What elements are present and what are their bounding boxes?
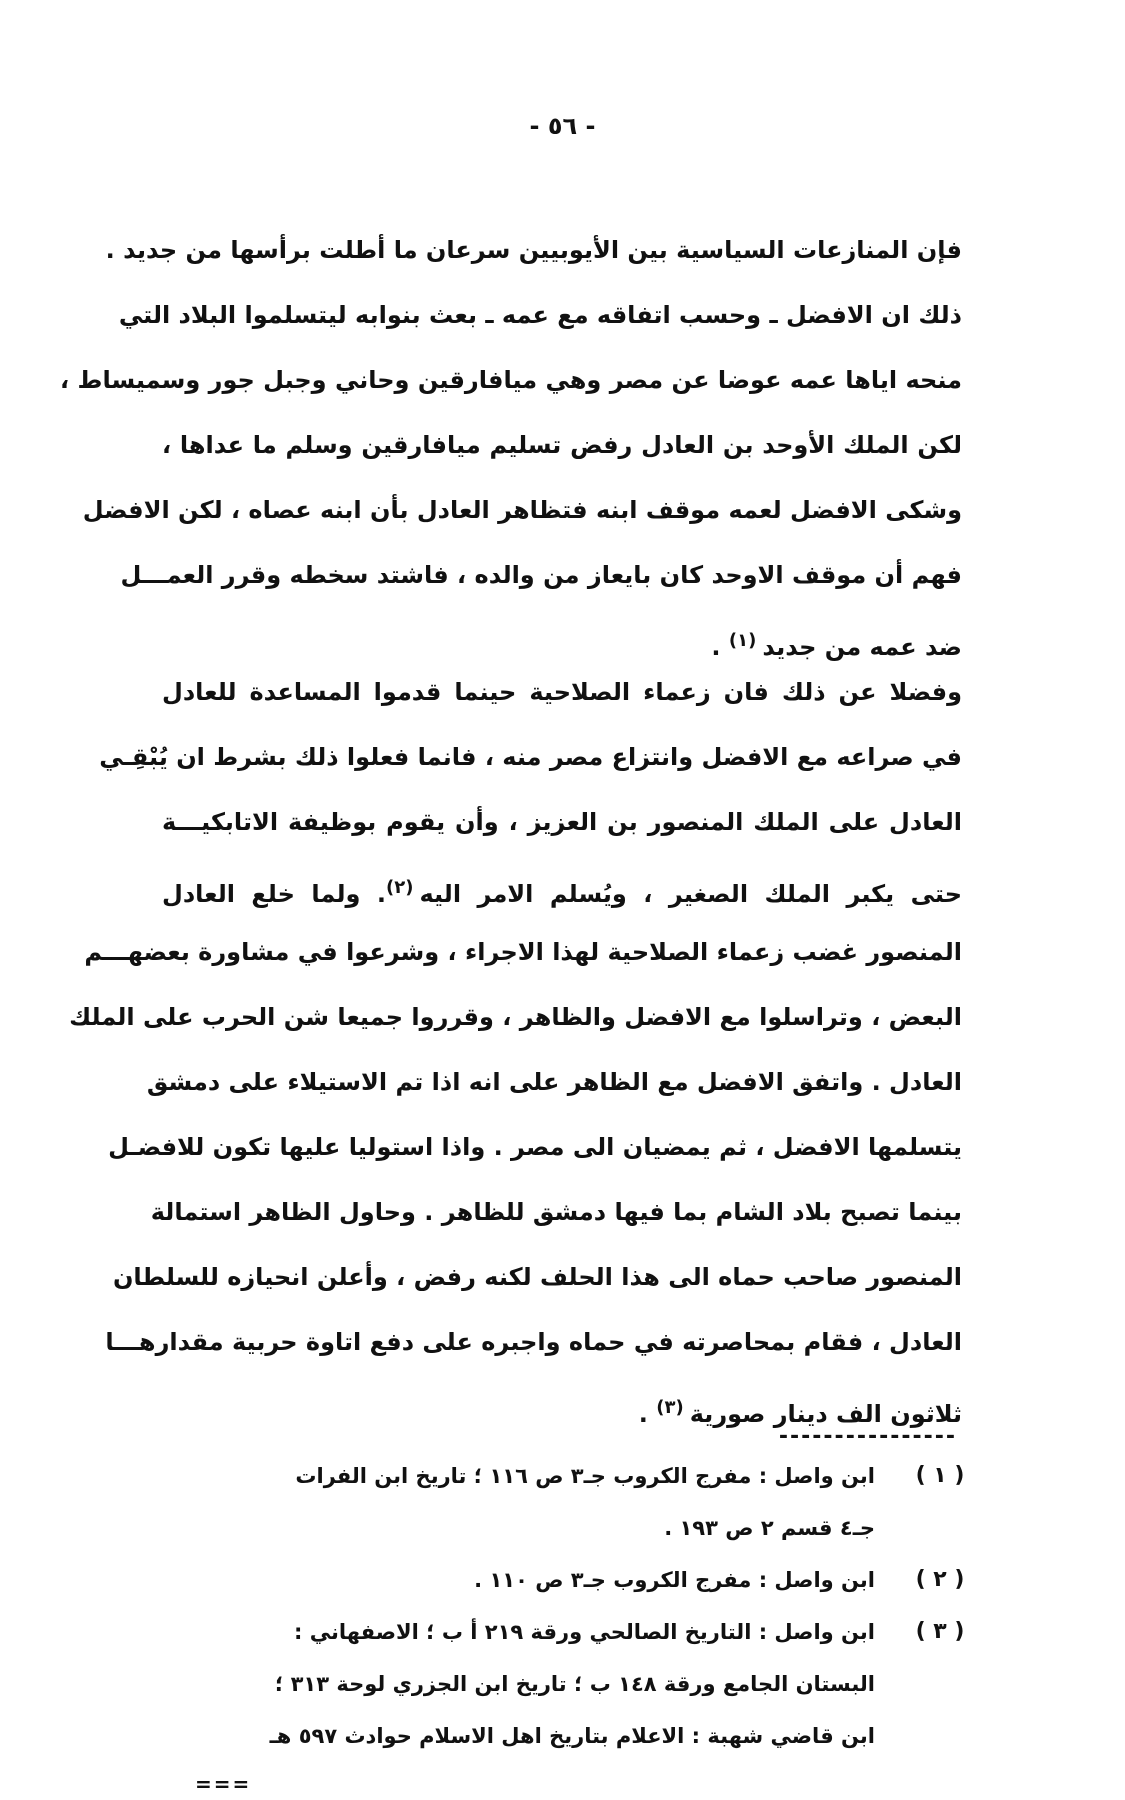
text-line <box>162 855 962 920</box>
footnote-number: ( ١ ) <box>915 1463 965 1488</box>
footnote-ref-2: (٢) <box>385 877 414 898</box>
text-line: المنصور غضب زعماء الصلاحية لهذا الاجراء ، وشرعوا في مشاورة بعضهـــم <box>84 938 962 966</box>
text-line: لكن الملك الأوحد بن العادل رفض تسليم ميافارقين وسلم ما عداها ، <box>162 431 962 459</box>
footnote-3 <box>145 1606 975 1762</box>
footnote-number: ( ٣ ) <box>915 1619 965 1644</box>
footnote-line: ابن قاضي شهبة : الاعلام بتاريخ اهل الاسلام حوادث ٥٩٧ هـ <box>269 1724 875 1748</box>
text-line: منحه اياها عمه عوضا عن مصر وهي ميافارقين وحاني وجبل جور وسميساط ، <box>60 366 962 394</box>
footnotes <box>145 1450 975 1762</box>
footnote-text <box>145 1450 875 1554</box>
text-line: العادل . واتفق الافضل مع الظاهر على انه اذا تم الاستيلاء على دمشق <box>146 1068 962 1096</box>
paragraph-2 <box>69 660 962 1440</box>
text-line: البعض ، وتراسلوا مع الافضل والظاهر ، وقرروا جميعا شن الحرب على الملك <box>69 1003 962 1031</box>
footnote-1 <box>145 1450 975 1554</box>
text-line-last: ثلاثون الف دينار صورية$^{(٣)}$ . <box>638 1397 962 1428</box>
page-number: - ٥٦ - <box>529 112 596 140</box>
paragraph-1 <box>60 218 962 673</box>
footnote-number: ( ٢ ) <box>915 1567 965 1592</box>
text-line: وشكى الافضل لعمه موقف ابنه فتظاهر العادل بأن ابنه عصاه ، لكن الافضل <box>82 496 962 524</box>
text-line: فإن المنازعات السياسية بين الأيوبيين سرعان ما أطلت برأسها من جديد . <box>105 236 962 264</box>
text-line: وفضلا عن ذلك فان زعماء الصلاحية حينما قدموا المساعدة للعادل <box>162 678 962 706</box>
footnote-line: جـ٤ قسم ٢ ص ١٩٣ . <box>664 1516 875 1540</box>
text-line: العادل على الملك المنصور بن العزيز ، وأن يقوم بوظيفة الاتابكيـــة <box>162 808 962 836</box>
footnote-line: ابن واصل : مفرج الكروب جـ٣ ص ١١٠ . <box>474 1568 875 1592</box>
text-line-content: ضد عمه من جديد <box>762 633 962 661</box>
footnote-ref-1: (١) <box>728 630 757 651</box>
footnote-text <box>145 1606 875 1762</box>
text-line: في صراعه مع الافضل وانتزاع مصر منه ، فانما فعلوا ذلك بشرط ان يُبْقِـي <box>99 743 962 771</box>
text-line: ذلك ان الافضل ـ وحسب اتفاقه مع عمه ـ بعث بنوابه ليتسلموا البلاد التي <box>118 301 962 329</box>
end-mark: === <box>195 1772 252 1796</box>
text-line-content: حتى يكبر الملك الصغير ، ويُسلم الامر اليه <box>419 880 962 908</box>
footnote-text <box>145 1554 875 1606</box>
footnote-ref-3: (٣) <box>656 1397 684 1418</box>
text-line: فهم أن موقف الاوحد كان بايعاز من والده ، فاشتد سخطه وقرر العمـــل <box>120 561 962 589</box>
footnote-line: البستان الجامع ورقة ١٤٨ ب ؛ تاريخ ابن الجزري لوحة ٣١٣ ؛ <box>274 1672 875 1696</box>
text-line: المنصور صاحب حماه الى هذا الحلف لكنه رفض ، وأعلن انحيازه للسلطان <box>112 1263 962 1291</box>
text-line-content: ثلاثون الف دينار صورية <box>689 1400 962 1428</box>
text-line: بينما تصبح بلاد الشام بما فيها دمشق للظاهر . وحاول الظاهر استمالة <box>150 1198 962 1226</box>
footnote-line: ابن واصل : مفرج الكروب جـ٣ ص ١١٦ ؛ تاريخ ابن الفرات <box>295 1464 875 1488</box>
text-line: العادل ، فقام بمحاصرته في حماه واجبره على دفع اتاوة حربية مقدارهـــا <box>105 1328 962 1356</box>
text-line-last: ضد عمه من جديد$^{(١)}$ . <box>711 630 962 661</box>
footnote-2 <box>145 1554 975 1606</box>
text-line-tail: . ولما خلع العادل <box>162 880 386 908</box>
text-line: يتسلمها الافضل ، ثم يمضيان الى مصر . واذا استوليا عليها تكون للافضـل <box>108 1133 962 1161</box>
footnote-line: ابن واصل : التاريخ الصالحي ورقة ٢١٩ أ ب ؛ الاصفهاني : <box>294 1620 875 1644</box>
footnote-separator: ---------------- <box>778 1424 957 1449</box>
